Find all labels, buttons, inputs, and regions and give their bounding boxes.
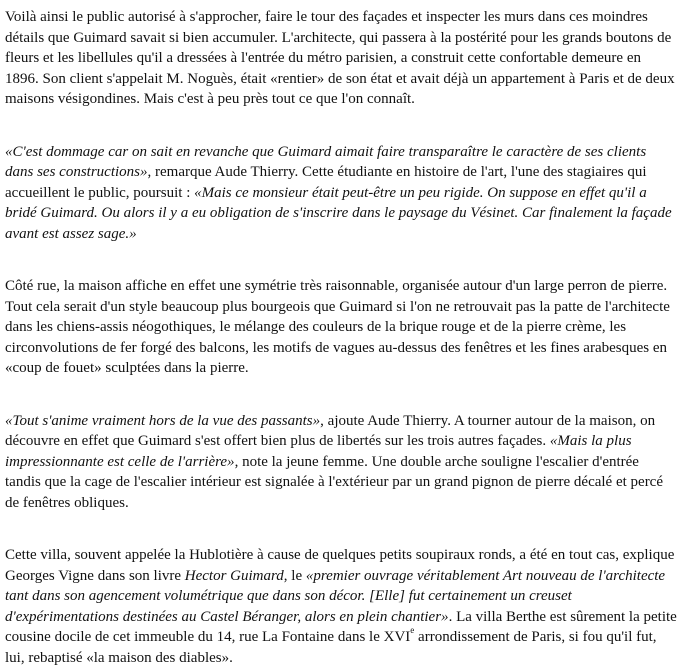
paragraph-5 xyxy=(5,545,677,668)
text-segment: . La villa Berthe est sûrement la petite cousine docile de cet immeuble du 14, rue La Fontaine dans le XVI xyxy=(5,608,677,645)
paragraph-spacer xyxy=(5,513,677,545)
text-segment: , remarque Aude Thierry. Cette étudiante en histoire de l'art, l'une des stagiaires qui accueillent le public, poursuit : xyxy=(5,164,647,201)
text-segment: , le xyxy=(283,567,306,584)
quote-segment: «Tout s'anime vraiment hors de la vue des passants» xyxy=(5,412,321,429)
paragraph-2 xyxy=(5,142,677,245)
text-segment: arrondissement de Paris, si fou qu'il fut, lui, rebaptisé «la maison des diables». xyxy=(5,629,657,666)
paragraph-3 xyxy=(5,276,677,379)
quote-segment: «premier ouvrage véritablement Art nouveau de l'architecte tant dans son agencement volumétrique que dans son décor. [Elle] fut certainement un creuset d'expérimentations destinées au Castel Béranger, alors en plein chantier» xyxy=(5,567,666,625)
quote-segment: «Mais la plus impressionnante est celle de l'arrière» xyxy=(5,433,632,470)
text-segment: , ajoute Aude Thierry. A tourner autour de la maison, on découvre en effet que Guimard s'est offert bien plus de libertés sur les trois autres façades. xyxy=(5,412,656,449)
superscript-e: e xyxy=(410,625,415,635)
paragraph-spacer xyxy=(5,244,677,276)
quote-segment: «C'est dommage car on sait en revanche que Guimard aimait faire transparaître le caractère de ses clients dans ses constructions» xyxy=(5,143,647,180)
text-segment: , note la jeune femme. Une double arche souligne l'escalier d'entrée tandis que la cage de l'escalier intérieur est signalée à l'extérieur par un grand pignon de pierre décalé et percé de fenêtres obliques. xyxy=(5,453,664,511)
paragraph-1 xyxy=(5,7,677,110)
paragraph-4 xyxy=(5,411,677,514)
text-segment: Voilà ainsi le public autorisé à s'approcher, faire le tour des façades et inspecter les murs dans ces moindres détails que Guimard savait si bien accumuler. L'architecte, qui passera à la postérité pour les grands boutons de fleurs et les libellules qu'il a dressées à l'entrée du métro parisien, a construit cette confortable demeure en 1896. Son client s'appelait M. Noguès, était «rentier» de son état et avait déjà un appartement à Paris et de deux maisons vésigondines. Mais c'est à peu près tout ce que l'on connaît. xyxy=(5,9,675,107)
text-segment: Côté rue, la maison affiche en effet une symétrie très raisonnable, organisée autour d'un large perron de pierre. Tout cela serait d'un style beaucoup plus bourgeois que Guimard si l'on ne retrouvait pas la patte de l'architecte dans les chiens-assis néogothiques, le mélange des couleurs de la brique rouge et de la pierre crème, les circonvolutions de fer forgé des balcons, les motifs de vagues au-dessus des fenêtres et les fines arabesques en «coup de fouet» sculptées dans la pierre. xyxy=(5,278,670,376)
text-segment: Cette villa, souvent appelée la Hublotière à cause de quelques petits soupiraux ronds, a été en tout cas, explique Georges Vigne dans son livre xyxy=(5,547,675,584)
book-title: Hector Guimard xyxy=(184,567,284,584)
paragraph-spacer xyxy=(5,110,677,142)
quote-segment: «Mais ce monsieur était peut-être un peu rigide. On suppose en effet qu'il a bridé Guimard. Ou alors il y a eu obligation de s'inscrire dans le paysage du Vésinet. Car finalement la façade avant est assez sage.» xyxy=(5,184,672,242)
paragraph-spacer xyxy=(5,379,677,411)
